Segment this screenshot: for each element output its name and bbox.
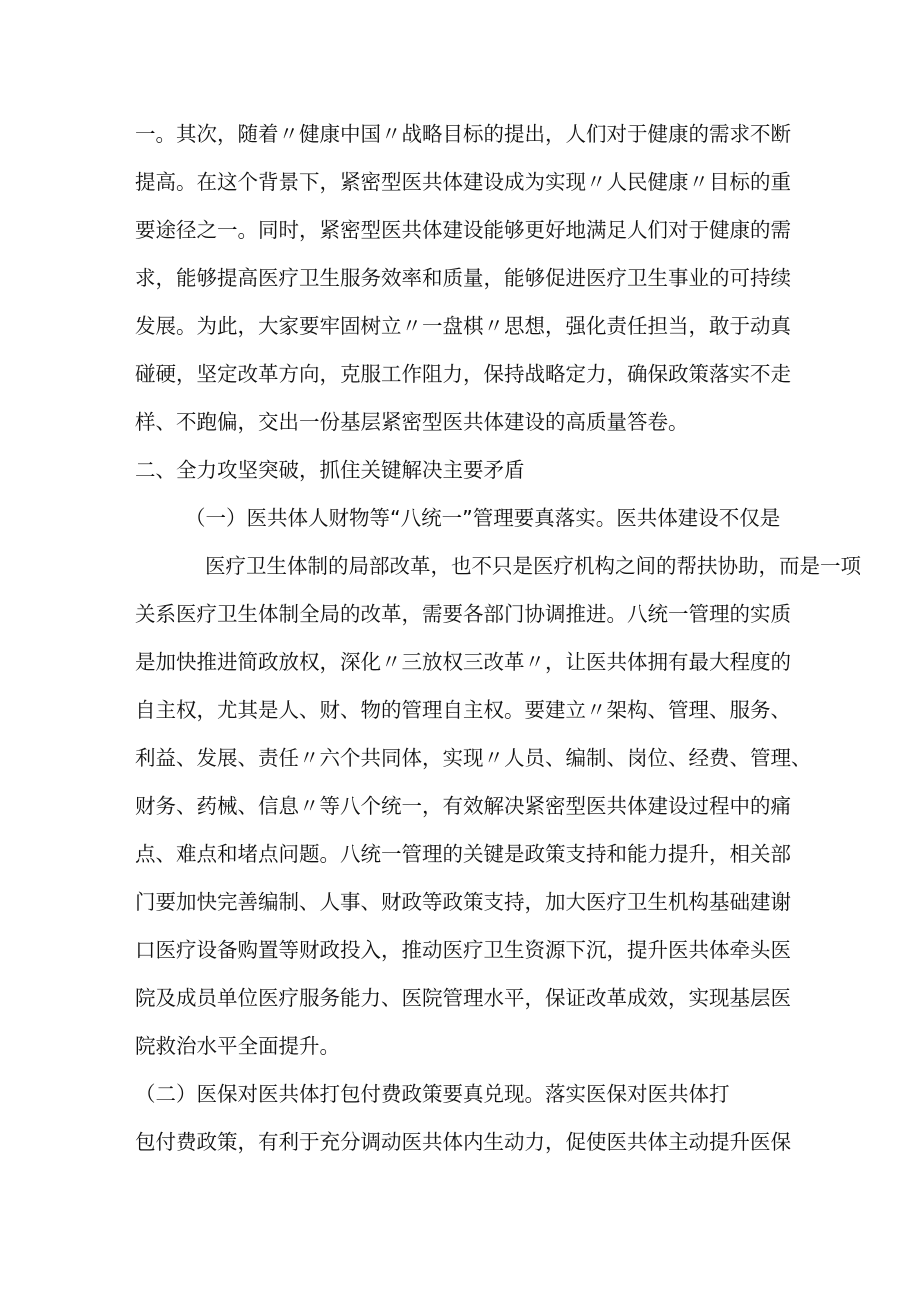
paragraph-2-line: 医疗卫生体制的局部改革，也不只是医疗机构之间的帮扶协助，而是一项 [205,554,861,578]
paragraph-1-line: 一。其次，随着〃健康中国〃战略目标的提出，人们对于健康的需求不断 [135,122,791,146]
paragraph-2-line: 门要加快完善编制、人事、财政等政策支持，加大医疗卫生机构基础建谢 [135,890,791,914]
paragraph-2-line: 口医疗设备购置等财政投入，推动医疗卫生资源下沉，提升医共体牵头医 [135,938,791,962]
paragraph-1-line: 发展。为此，大家要牢固树立〃一盘棋〃思想，强化责任担当，敢于动真 [135,314,791,338]
paragraph-2-line: 点、难点和堵点问题。八统一管理的关键是政策支持和能力提升，相关部 [135,842,791,866]
paragraph-1-line: 碰硬，坚定改革方向，克服工作阻力，保持战略定力，确保政策落实不走 [135,362,791,386]
paragraph-2-line: 利益、发展、责任〃六个共同体，实现〃人员、编制、岗位、经费、管理、 [135,746,812,770]
paragraph-2-line: 是加快推进简政放权，深化〃三放权三改革〃，让医共体拥有最大程度的 [135,650,791,674]
paragraph-1-line: 样、不跑偏，交出一份基层紧密型医共体建设的高质量答卷。 [135,410,689,434]
paragraph-2-line: （一）医共体人财物等“八统一”管理要真落实。医共体建设不仅是 [185,506,781,530]
paragraph-3-line: 包付费政策，有利于充分调动医共体内生动力，促使医共体主动提升医保 [135,1130,791,1154]
paragraph-1-line: 求，能够提高医疗卫生服务效率和质量，能够促进医疗卫生事业的可持续 [135,266,791,290]
paragraph-2-line: 关系医疗卫生体制全局的改革，需要各部门协调推进。八统一管理的实质 [135,602,791,626]
paragraph-3-line: （二）医保对医共体打包付费政策要真兑现。落实医保对医共体打 [135,1082,730,1106]
paragraph-2-line: 自主权，尤其是人、财、物的管理自主权。要建立〃架构、管理、服务、 [135,698,791,722]
paragraph-1-line: 提高。在这个背景下，紧密型医共体建设成为实现〃人民健康〃目标的重 [135,170,791,194]
section-heading: 二、全力攻坚突破，抓住关键解决主要矛盾 [135,458,525,482]
paragraph-2-line: 财务、药械、信息〃等八个统一，有效解决紧密型医共体建设过程中的痛 [135,794,791,818]
paragraph-2-line: 院及成员单位医疗服务能力、医院管理水平，保证改革成效，实现基层医 [135,986,791,1010]
paragraph-2-line: 院救治水平全面提升。 [135,1034,340,1058]
paragraph-1-line: 要途径之一。同时，紧密型医共体建设能够更好地满足人们对于健康的需 [135,218,791,242]
